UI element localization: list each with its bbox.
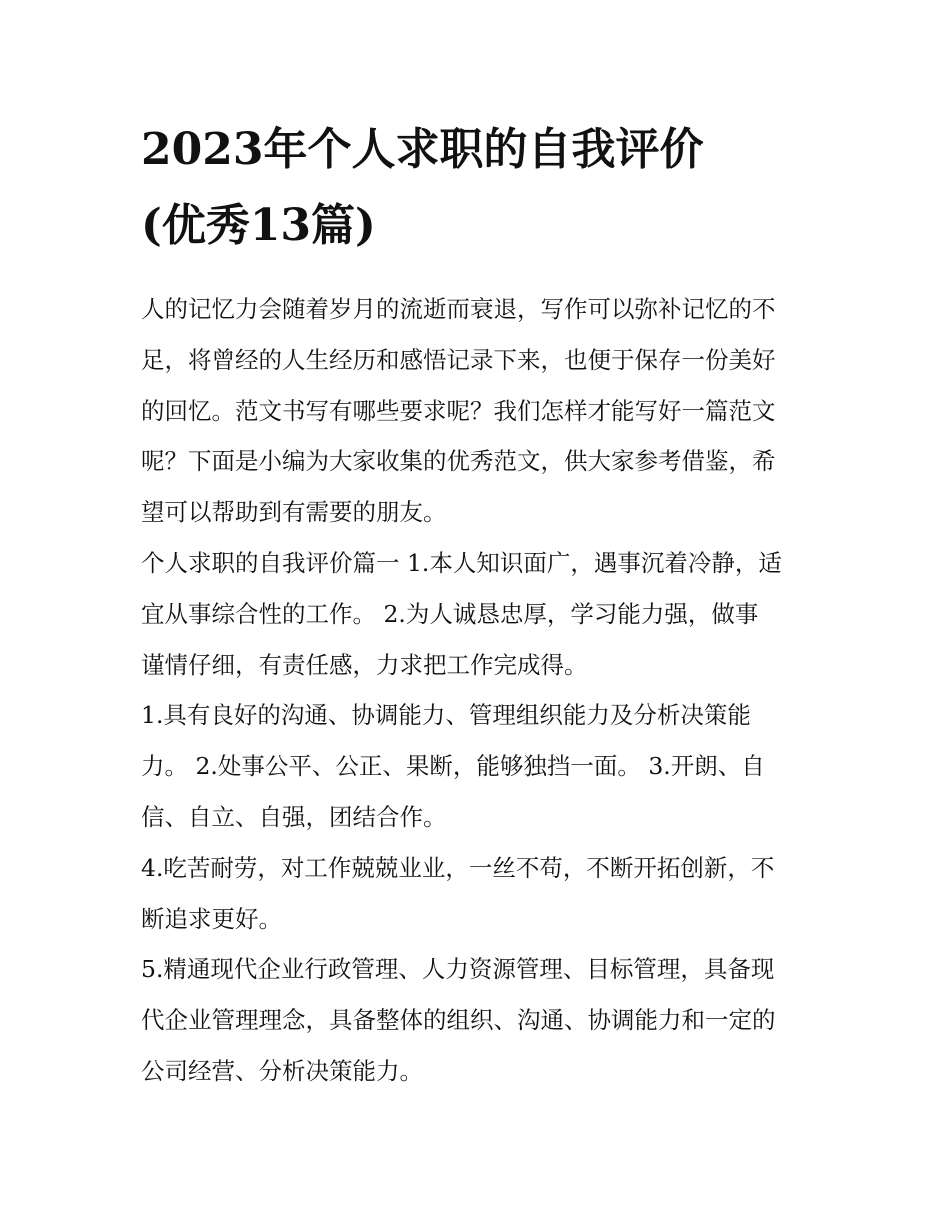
paragraph-line: 宜从事综合性的工作。 2.为人诚恳忠厚，学习能力强，做事 xyxy=(141,599,759,628)
paragraph-line: 呢？下面是小编为大家收集的优秀范文，供大家参考借鉴，希 xyxy=(141,447,776,476)
list-paragraph-1-3 xyxy=(141,690,821,842)
paragraph-line: 信、自立、自强，团结合作。 xyxy=(141,802,447,831)
paragraph-line: 5.精通现代企业行政管理、人力资源管理、目标管理，具备现 xyxy=(141,955,775,984)
intro-paragraph xyxy=(141,284,821,538)
paragraph-line: 力。 2.处事公平、公正、果断，能够独挡一面。 3.开朗、自 xyxy=(141,752,765,781)
paragraph-line: 个人求职的自我评价篇一 1.本人知识面广，遇事沉着冷静，适 xyxy=(141,548,782,577)
list-paragraph-5 xyxy=(141,944,821,1096)
title-line-1: 2023年个人求职的自我评价 xyxy=(141,124,704,175)
paragraph-line: 4.吃苦耐劳，对工作兢兢业业，一丝不苟，不断开拓创新，不 xyxy=(141,853,775,882)
list-paragraph-4 xyxy=(141,843,821,945)
paragraph-line: 公司经营、分析决策能力。 xyxy=(141,1056,423,1085)
paragraph-line: 足，将曾经的人生经历和感悟记录下来，也便于保存一份美好 xyxy=(141,345,776,374)
paragraph-line: 望可以帮助到有需要的朋友。 xyxy=(141,498,447,527)
title-line-2: (优秀13篇) xyxy=(141,200,376,251)
section-one-paragraph xyxy=(141,538,821,690)
paragraph-line: 的回忆。范文书写有哪些要求呢？我们怎样才能写好一篇范文 xyxy=(141,396,776,425)
paragraph-line: 1.具有良好的沟通、协调能力、管理组织能力及分析决策能 xyxy=(141,701,751,730)
document-title xyxy=(141,112,821,264)
document-page xyxy=(141,112,821,1097)
paragraph-line: 谨情仔细，有责任感，力求把工作完成得。 xyxy=(141,650,588,679)
paragraph-line: 人的记忆力会随着岁月的流逝而衰退，写作可以弥补记忆的不 xyxy=(141,295,776,323)
paragraph-line: 断追求更好。 xyxy=(141,904,282,933)
paragraph-line: 代企业管理理念，具备整体的组织、沟通、协调能力和一定的 xyxy=(141,1006,776,1035)
